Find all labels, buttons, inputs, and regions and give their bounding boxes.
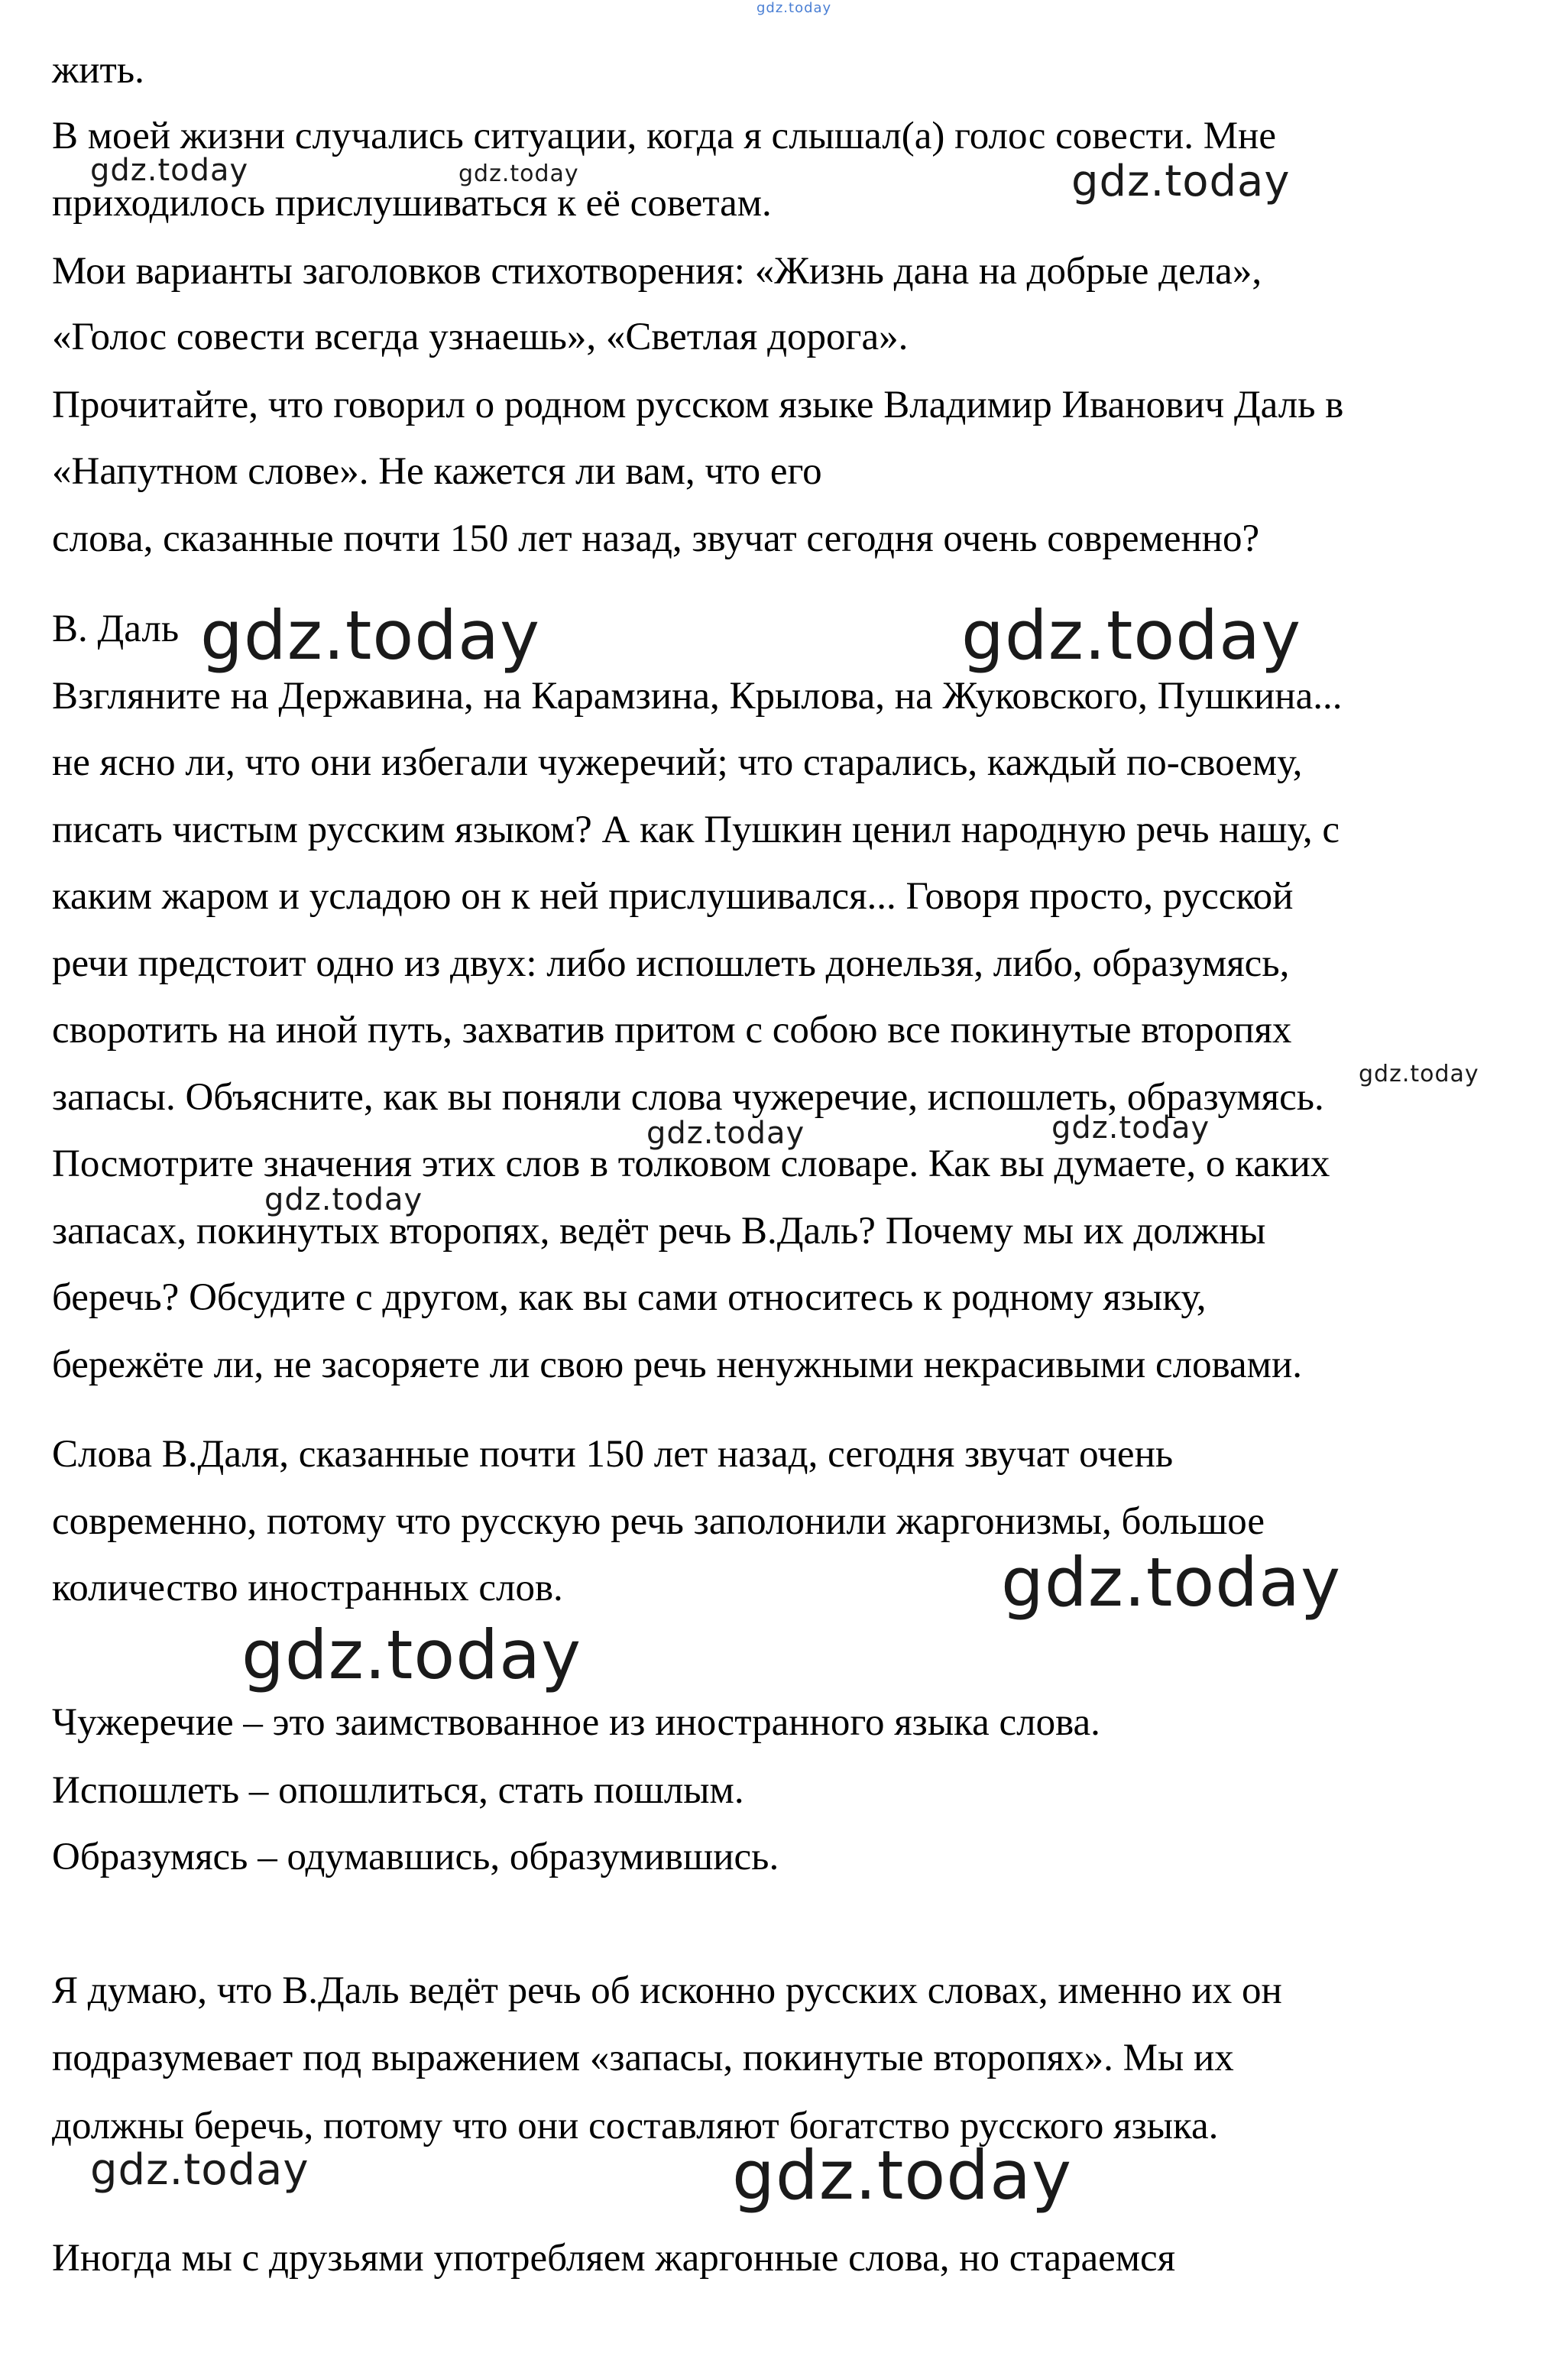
watermark-logo: gdz.today (241, 1616, 582, 1694)
quote-author: В. Даль (52, 608, 180, 650)
watermark-logo: gdz.today (646, 1116, 805, 1151)
text-line: «Напутном слове». Не кажется ли вам, что его (52, 450, 822, 493)
text-line: современно, потому что русскую речь заполонили жаргонизмы, большое (52, 1500, 1265, 1543)
watermark-logo: gdz.today (756, 0, 832, 16)
text-line: Мои варианты заголовков стихотворения: «Жизнь дана на добрые дела», (52, 250, 1262, 293)
text-line: речи предстоит одно из двух: либо испошлеть донельзя, либо, образумясь, (52, 942, 1290, 985)
watermark-logo: gdz.today (732, 2136, 1073, 2215)
text-line: своротить на иной путь, захватив притом с собою все покинутые второпях (52, 1009, 1292, 1052)
text-line: должны беречь, потому что они составляют богатство русского языка. (52, 2105, 1219, 2147)
watermark-logo: gdz.today (1359, 1061, 1479, 1087)
watermark-logo: gdz.today (458, 160, 579, 187)
text-line: каким жаром и усладою он к ней прислушивался... Говоря просто, русской (52, 875, 1294, 918)
text-line: жить. (52, 49, 144, 92)
text-line: Иногда мы с друзьями употребляем жаргонные слова, но стараемся (52, 2237, 1176, 2280)
text-line: не ясно ли, что они избегали чужеречий; что старались, каждый по-своему, (52, 741, 1303, 784)
watermark-logo: gdz.today (90, 2145, 309, 2195)
watermark-logo: gdz.today (90, 153, 249, 188)
text-line: подразумевает под выражением «запасы, покинутые второпях». Мы их (52, 2037, 1234, 2079)
text-line: Слова В.Даля, сказанные почти 150 лет назад, сегодня звучат очень (52, 1433, 1174, 1476)
text-line: Я думаю, что В.Даль ведёт речь об исконно русских словах, именно их он (52, 1969, 1282, 2012)
text-line: В моей жизни случались ситуации, когда я слышал(а) голос совести. Мне (52, 115, 1276, 157)
text-line: запасы. Объясните, как вы поняли слова чужеречие, испошлеть, образумясь. (52, 1076, 1324, 1119)
text-line: Прочитайте, что говорил о родном русском языке Владимир Иванович Даль в (52, 384, 1344, 426)
watermark-logo: gdz.today (200, 596, 541, 675)
text-line: Посмотрите значения этих слов в толковом словаре. Как вы думаете, о каких (52, 1143, 1330, 1185)
watermark-logo: gdz.today (264, 1182, 423, 1217)
text-line: количество иностранных слов. (52, 1567, 563, 1609)
definition-line: Испошлеть – опошлиться, стать пошлым. (52, 1769, 744, 1812)
watermark-logo: gdz.today (961, 596, 1302, 675)
text-line: запасах, покинутых второпях, ведёт речь В.Даль? Почему мы их должны (52, 1210, 1266, 1253)
watermark-logo: gdz.today (1051, 1110, 1210, 1146)
watermark-logo: gdz.today (1001, 1543, 1342, 1622)
watermark-logo: gdz.today (1071, 157, 1291, 206)
definition-line: Чужеречие – это заимствованное из иностранного языка слова. (52, 1701, 1100, 1744)
text-line: «Голос совести всегда узнаешь», «Светлая дорога». (52, 316, 909, 358)
definition-line: Образумясь – одумавшись, образумившись. (52, 1836, 779, 1878)
text-line: бережёте ли, не засоряете ли свою речь ненужными некрасивыми словами. (52, 1343, 1302, 1386)
text-line: Взгляните на Державина, на Карамзина, Крылова, на Жуковского, Пушкина... (52, 675, 1343, 718)
text-line: писать чистым русским языком? А как Пушкин ценил народную речь нашу, с (52, 809, 1340, 851)
text-line: слова, сказанные почти 150 лет назад, звучат сегодня очень современно? (52, 517, 1260, 560)
text-line: приходилось прислушиваться к её советам. (52, 182, 772, 225)
text-line: беречь? Обсудите с другом, как вы сами относитесь к родному языку, (52, 1276, 1207, 1319)
